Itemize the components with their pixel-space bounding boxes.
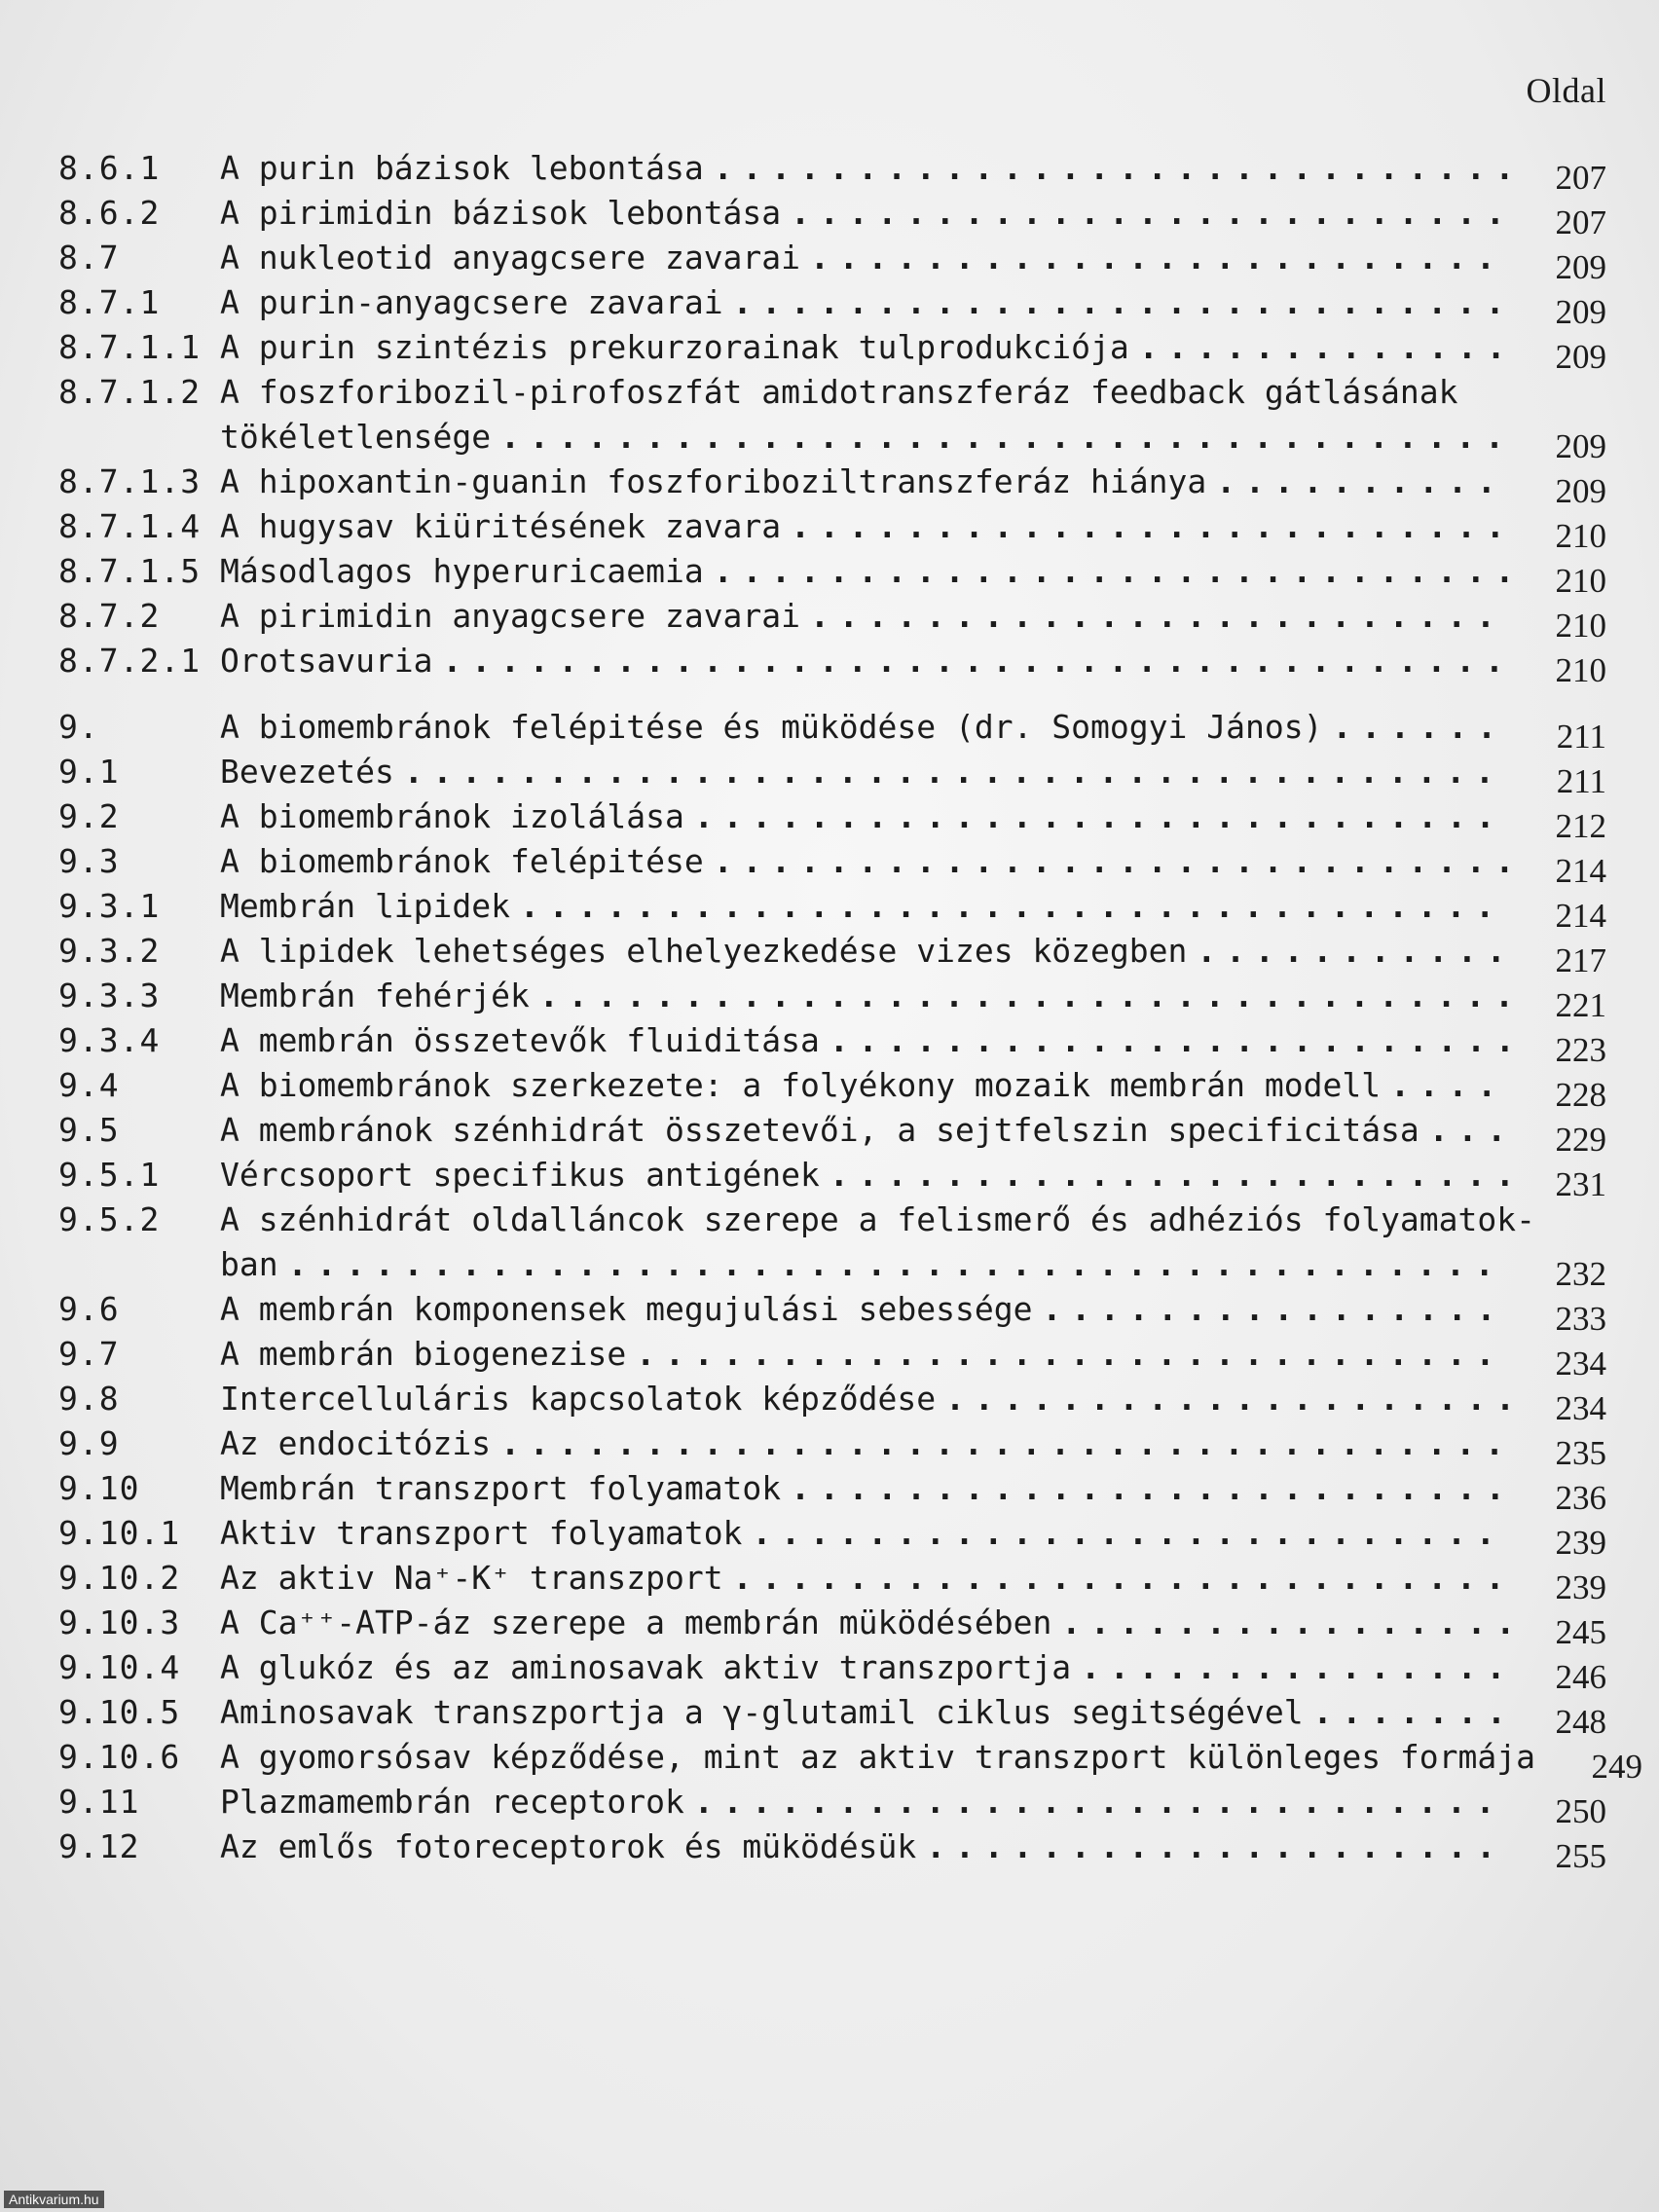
toc-entry-title: A membránok szénhidrát összetevői, a sejtfelszin specificitása (220, 1111, 1419, 1149)
dot-leader (714, 839, 1509, 884)
toc-entry (58, 839, 1606, 890)
toc-entry-number: 9.7 (58, 1335, 120, 1373)
dot-leader (733, 1556, 1509, 1601)
toc-entry-title: Az emlős fotoreceptorok és müködésük (220, 1827, 917, 1865)
dot-leader (1216, 460, 1509, 504)
toc-entry-page: 211 (1556, 718, 1606, 756)
toc-entry-number: 9.10.2 (58, 1559, 181, 1597)
toc-entry (58, 191, 1606, 241)
toc-entry-title: Membrán transzport folyamatok (220, 1469, 782, 1507)
dot-leader (752, 1511, 1509, 1556)
toc-entry-page: 217 (1555, 941, 1606, 979)
toc-entry-number: 9.3.1 (58, 887, 161, 925)
toc-entry (58, 1645, 1606, 1696)
dot-leader (636, 1332, 1509, 1377)
toc-entry-title: A pirimidin anyagcsere zavarai (220, 597, 801, 635)
toc-entry-number: 9.8 (58, 1380, 120, 1418)
toc-entry-number: 8.7.1.5 (58, 552, 202, 590)
toc-entry-page: 234 (1555, 1389, 1606, 1427)
dot-leader (1139, 325, 1509, 370)
dot-leader (945, 1377, 1509, 1421)
toc-entry-page: 209 (1555, 293, 1606, 331)
watermark: Antikvarium.hu (4, 2191, 104, 2208)
toc-entry-page: 209 (1555, 472, 1606, 510)
dot-leader (1061, 1601, 1509, 1645)
toc-entry-title: A purin bázisok lebontása (220, 149, 704, 187)
toc-entry-number: 9. (58, 708, 99, 746)
toc-entry-number: 9.12 (58, 1827, 140, 1865)
toc-entry-number: 9.3.4 (58, 1021, 161, 1059)
toc-entry (58, 1511, 1606, 1562)
toc-entry-number: 9.4 (58, 1066, 120, 1104)
dot-leader (694, 1780, 1509, 1825)
toc-entry-page: 249 (1591, 1748, 1643, 1786)
toc-entry (58, 370, 1606, 465)
toc-entry (58, 325, 1606, 376)
toc-entry-title-continuation: tökéletlensége (220, 418, 492, 456)
toc-entry-title: Az endocitózis (220, 1424, 492, 1462)
toc-entry-number: 8.6.2 (58, 194, 161, 232)
toc-entry (58, 1780, 1606, 1830)
toc-entry-page: 245 (1555, 1613, 1606, 1651)
toc-entry-number: 9.10 (58, 1469, 140, 1507)
toc-entry-title: Aminosavak transzportja a γ-glutamil ciklus segitségével (220, 1693, 1304, 1731)
toc-entry-title: Membrán lipidek (220, 887, 511, 925)
dot-leader (830, 1153, 1509, 1198)
dot-leader (1429, 1108, 1509, 1153)
dot-leader (1081, 1645, 1509, 1690)
toc-entry (58, 929, 1606, 979)
toc-entry-page: 210 (1555, 562, 1606, 600)
toc-entry-title: A foszforibozil-pirofoszfát amidotranszferáz feedback gátlásának (220, 373, 1458, 411)
toc-entry-title: A pirimidin bázisok lebontása (220, 194, 782, 232)
toc-entry-number: 8.7.1.4 (58, 507, 202, 545)
toc-entry (58, 1332, 1606, 1382)
toc-entry (58, 146, 1606, 197)
dot-leader (1042, 1287, 1509, 1332)
toc-entry (58, 1690, 1606, 1741)
toc-entry-number: 9.9 (58, 1424, 120, 1462)
toc-entry-page: 214 (1555, 897, 1606, 935)
dot-leader (539, 974, 1509, 1018)
toc-entry (58, 1735, 1643, 1786)
toc-entry-page: 209 (1555, 338, 1606, 376)
toc-entry-title: Másodlagos hyperuricaemia (220, 552, 704, 590)
dot-leader (830, 1018, 1509, 1063)
toc-entry (58, 1556, 1606, 1606)
toc-entry (58, 750, 1606, 800)
dot-leader (810, 236, 1509, 280)
dot-leader (714, 549, 1509, 594)
toc-entry-page: 229 (1555, 1121, 1606, 1159)
toc-entry-page: 212 (1555, 807, 1606, 845)
toc-entry (58, 1601, 1606, 1651)
toc-entry-number: 9.10.4 (58, 1648, 181, 1686)
toc-entry (58, 794, 1606, 845)
toc-entry (58, 1825, 1606, 1875)
toc-entry-number: 9.3.2 (58, 932, 161, 970)
toc-entry (58, 1018, 1606, 1069)
toc-entry-page: 210 (1555, 517, 1606, 555)
toc-entry-title: A szénhidrát oldalláncok szerepe a felismerő és adhéziós folyamatok- (220, 1200, 1536, 1238)
dot-leader (791, 1466, 1509, 1511)
toc-entry-page: 248 (1555, 1703, 1606, 1741)
toc-entry (58, 280, 1606, 331)
toc-entry-number: 9.10.3 (58, 1604, 181, 1641)
dot-leader (791, 504, 1509, 549)
toc-entry-title: A gyomorsósav képződése, mint az aktiv transzport különleges formája (220, 1738, 1536, 1776)
toc-entry-page: 250 (1555, 1792, 1606, 1830)
toc-entry-page: 211 (1556, 762, 1606, 800)
toc-entry-page: 207 (1555, 159, 1606, 197)
toc-entry-title: A Ca⁺⁺-ATP-áz szerepe a membrán müködésében (220, 1604, 1052, 1641)
toc-entry-page: 221 (1555, 986, 1606, 1024)
toc-entry-page: 255 (1555, 1837, 1606, 1875)
toc-entry-title: Intercelluláris kapcsolatok képződése (220, 1380, 937, 1418)
toc-entry-number: 9.10.5 (58, 1693, 181, 1731)
toc-entry-page: 233 (1555, 1300, 1606, 1338)
dot-leader (520, 884, 1509, 929)
toc-entry-number: 9.11 (58, 1783, 140, 1821)
toc-entry-title: A purin-anyagcsere zavarai (220, 283, 723, 321)
toc-entry (58, 1421, 1606, 1472)
toc-entry-page: 207 (1555, 203, 1606, 241)
toc-entry-number: 9.5 (58, 1111, 120, 1149)
toc-entry-page: 235 (1555, 1434, 1606, 1472)
dot-leader (288, 1242, 1509, 1287)
toc-entry (58, 639, 1606, 689)
toc-entry-page: 210 (1555, 651, 1606, 689)
toc-entry (58, 1153, 1606, 1203)
toc-entry-title: A purin szintézis prekurzorainak tulprodukciója (220, 328, 1129, 366)
toc-entry-number: 8.7 (58, 239, 120, 276)
toc-entry-title: Bevezetés (220, 753, 394, 791)
toc-entry (58, 1377, 1606, 1427)
toc-entry-page: 234 (1555, 1345, 1606, 1382)
page-column-label: Oldal (1526, 71, 1606, 110)
toc-entry-number: 9.10.1 (58, 1514, 181, 1552)
toc-entry (58, 1466, 1606, 1517)
toc-entry (58, 884, 1606, 935)
toc-entry-title: Az aktiv Na⁺-K⁺ transzport (220, 1559, 723, 1597)
toc-entry (58, 1108, 1606, 1159)
toc-entry-title-continuation: ban (220, 1245, 278, 1283)
dot-leader (404, 750, 1509, 794)
toc-entry-title: A hipoxantin-guanin foszforiboziltranszferáz hiánya (220, 462, 1207, 500)
dot-leader (733, 280, 1509, 325)
toc-entry-title: A membrán komponensek megujulási sebessége (220, 1290, 1033, 1328)
toc-entry-page: 228 (1555, 1076, 1606, 1114)
toc-entry-page: 239 (1555, 1568, 1606, 1606)
toc-entry-title: A biomembránok felépitése és müködése (dr. Somogyi János) (220, 708, 1323, 746)
dot-leader (926, 1825, 1509, 1869)
toc-entry (58, 974, 1606, 1024)
toc-entry (58, 1287, 1606, 1338)
toc-entry-number: 9.3.3 (58, 977, 161, 1014)
dot-leader (500, 1421, 1509, 1466)
toc-entry-number: 8.7.2 (58, 597, 161, 635)
section-gap (58, 683, 1606, 705)
toc-entry-title: Plazmamembrán receptorok (220, 1783, 684, 1821)
toc-entry-number: 8.7.2.1 (58, 642, 202, 680)
table-of-contents (58, 146, 1643, 1875)
dot-leader (443, 639, 1509, 683)
toc-entry-title: Vércsoport specifikus antigének (220, 1156, 820, 1194)
toc-entry-title: A membrán összetevők fluiditása (220, 1021, 820, 1059)
toc-entry (58, 549, 1606, 600)
toc-entry-number: 9.10.6 (58, 1738, 181, 1776)
toc-entry (58, 1198, 1606, 1293)
toc-entry-number: 9.6 (58, 1290, 120, 1328)
toc-entry-number: 8.7.1.2 (58, 373, 202, 411)
toc-entry (58, 594, 1606, 645)
toc-entry-title: Orotsavuria (220, 642, 433, 680)
dot-leader (1332, 705, 1509, 750)
toc-entry-page: 223 (1555, 1031, 1606, 1069)
toc-entry-title: A biomembránok izolálása (220, 797, 684, 835)
toc-entry-page: 236 (1555, 1479, 1606, 1517)
dot-leader (694, 794, 1509, 839)
toc-entry-title: Membrán fehérjék (220, 977, 530, 1014)
toc-entry-page: 209 (1555, 427, 1606, 465)
toc-entry-title: A glukóz és az aminosavak aktiv transzportja (220, 1648, 1072, 1686)
toc-entry-number: 9.3 (58, 842, 120, 880)
toc-entry-title: A lipidek lehetséges elhelyezkedése vizes közegben (220, 932, 1188, 970)
toc-entry-page: 246 (1555, 1658, 1606, 1696)
toc-entry-number: 8.7.1 (58, 283, 161, 321)
dot-leader (714, 146, 1509, 191)
toc-entry-title: Aktiv transzport folyamatok (220, 1514, 743, 1552)
toc-entry-page: 232 (1555, 1255, 1606, 1293)
toc-entry (58, 1063, 1606, 1114)
toc-entry-title: A membrán biogenezise (220, 1335, 627, 1373)
toc-entry-page: 210 (1555, 607, 1606, 645)
toc-entry (58, 504, 1606, 555)
toc-entry (58, 705, 1606, 756)
toc-entry-title: A nukleotid anyagcsere zavarai (220, 239, 801, 276)
toc-entry-title: A biomembránok szerkezete: a folyékony mozaik membrán modell (220, 1066, 1382, 1104)
toc-entry-title: A hugysav kiüritésének zavara (220, 507, 782, 545)
dot-leader (1197, 929, 1509, 974)
toc-entry-page: 214 (1555, 852, 1606, 890)
toc-entry-page: 231 (1555, 1165, 1606, 1203)
toc-entry-number: 8.7.1.3 (58, 462, 202, 500)
toc-entry (58, 460, 1606, 510)
dot-leader (1313, 1690, 1509, 1735)
toc-entry-page: 239 (1555, 1524, 1606, 1562)
dot-leader (500, 415, 1509, 460)
toc-entry-number: 9.5.2 (58, 1200, 161, 1238)
toc-entry-number: 9.5.1 (58, 1156, 161, 1194)
toc-entry-number: 9.1 (58, 753, 120, 791)
dot-leader (1390, 1063, 1509, 1108)
toc-entry-title: A biomembránok felépitése (220, 842, 704, 880)
dot-leader (791, 191, 1509, 236)
toc-entry-page: 209 (1555, 248, 1606, 286)
toc-entry (58, 236, 1606, 286)
toc-entry-number: 8.6.1 (58, 149, 161, 187)
toc-entry-number: 8.7.1.1 (58, 328, 202, 366)
toc-entry-number: 9.2 (58, 797, 120, 835)
dot-leader (810, 594, 1509, 639)
